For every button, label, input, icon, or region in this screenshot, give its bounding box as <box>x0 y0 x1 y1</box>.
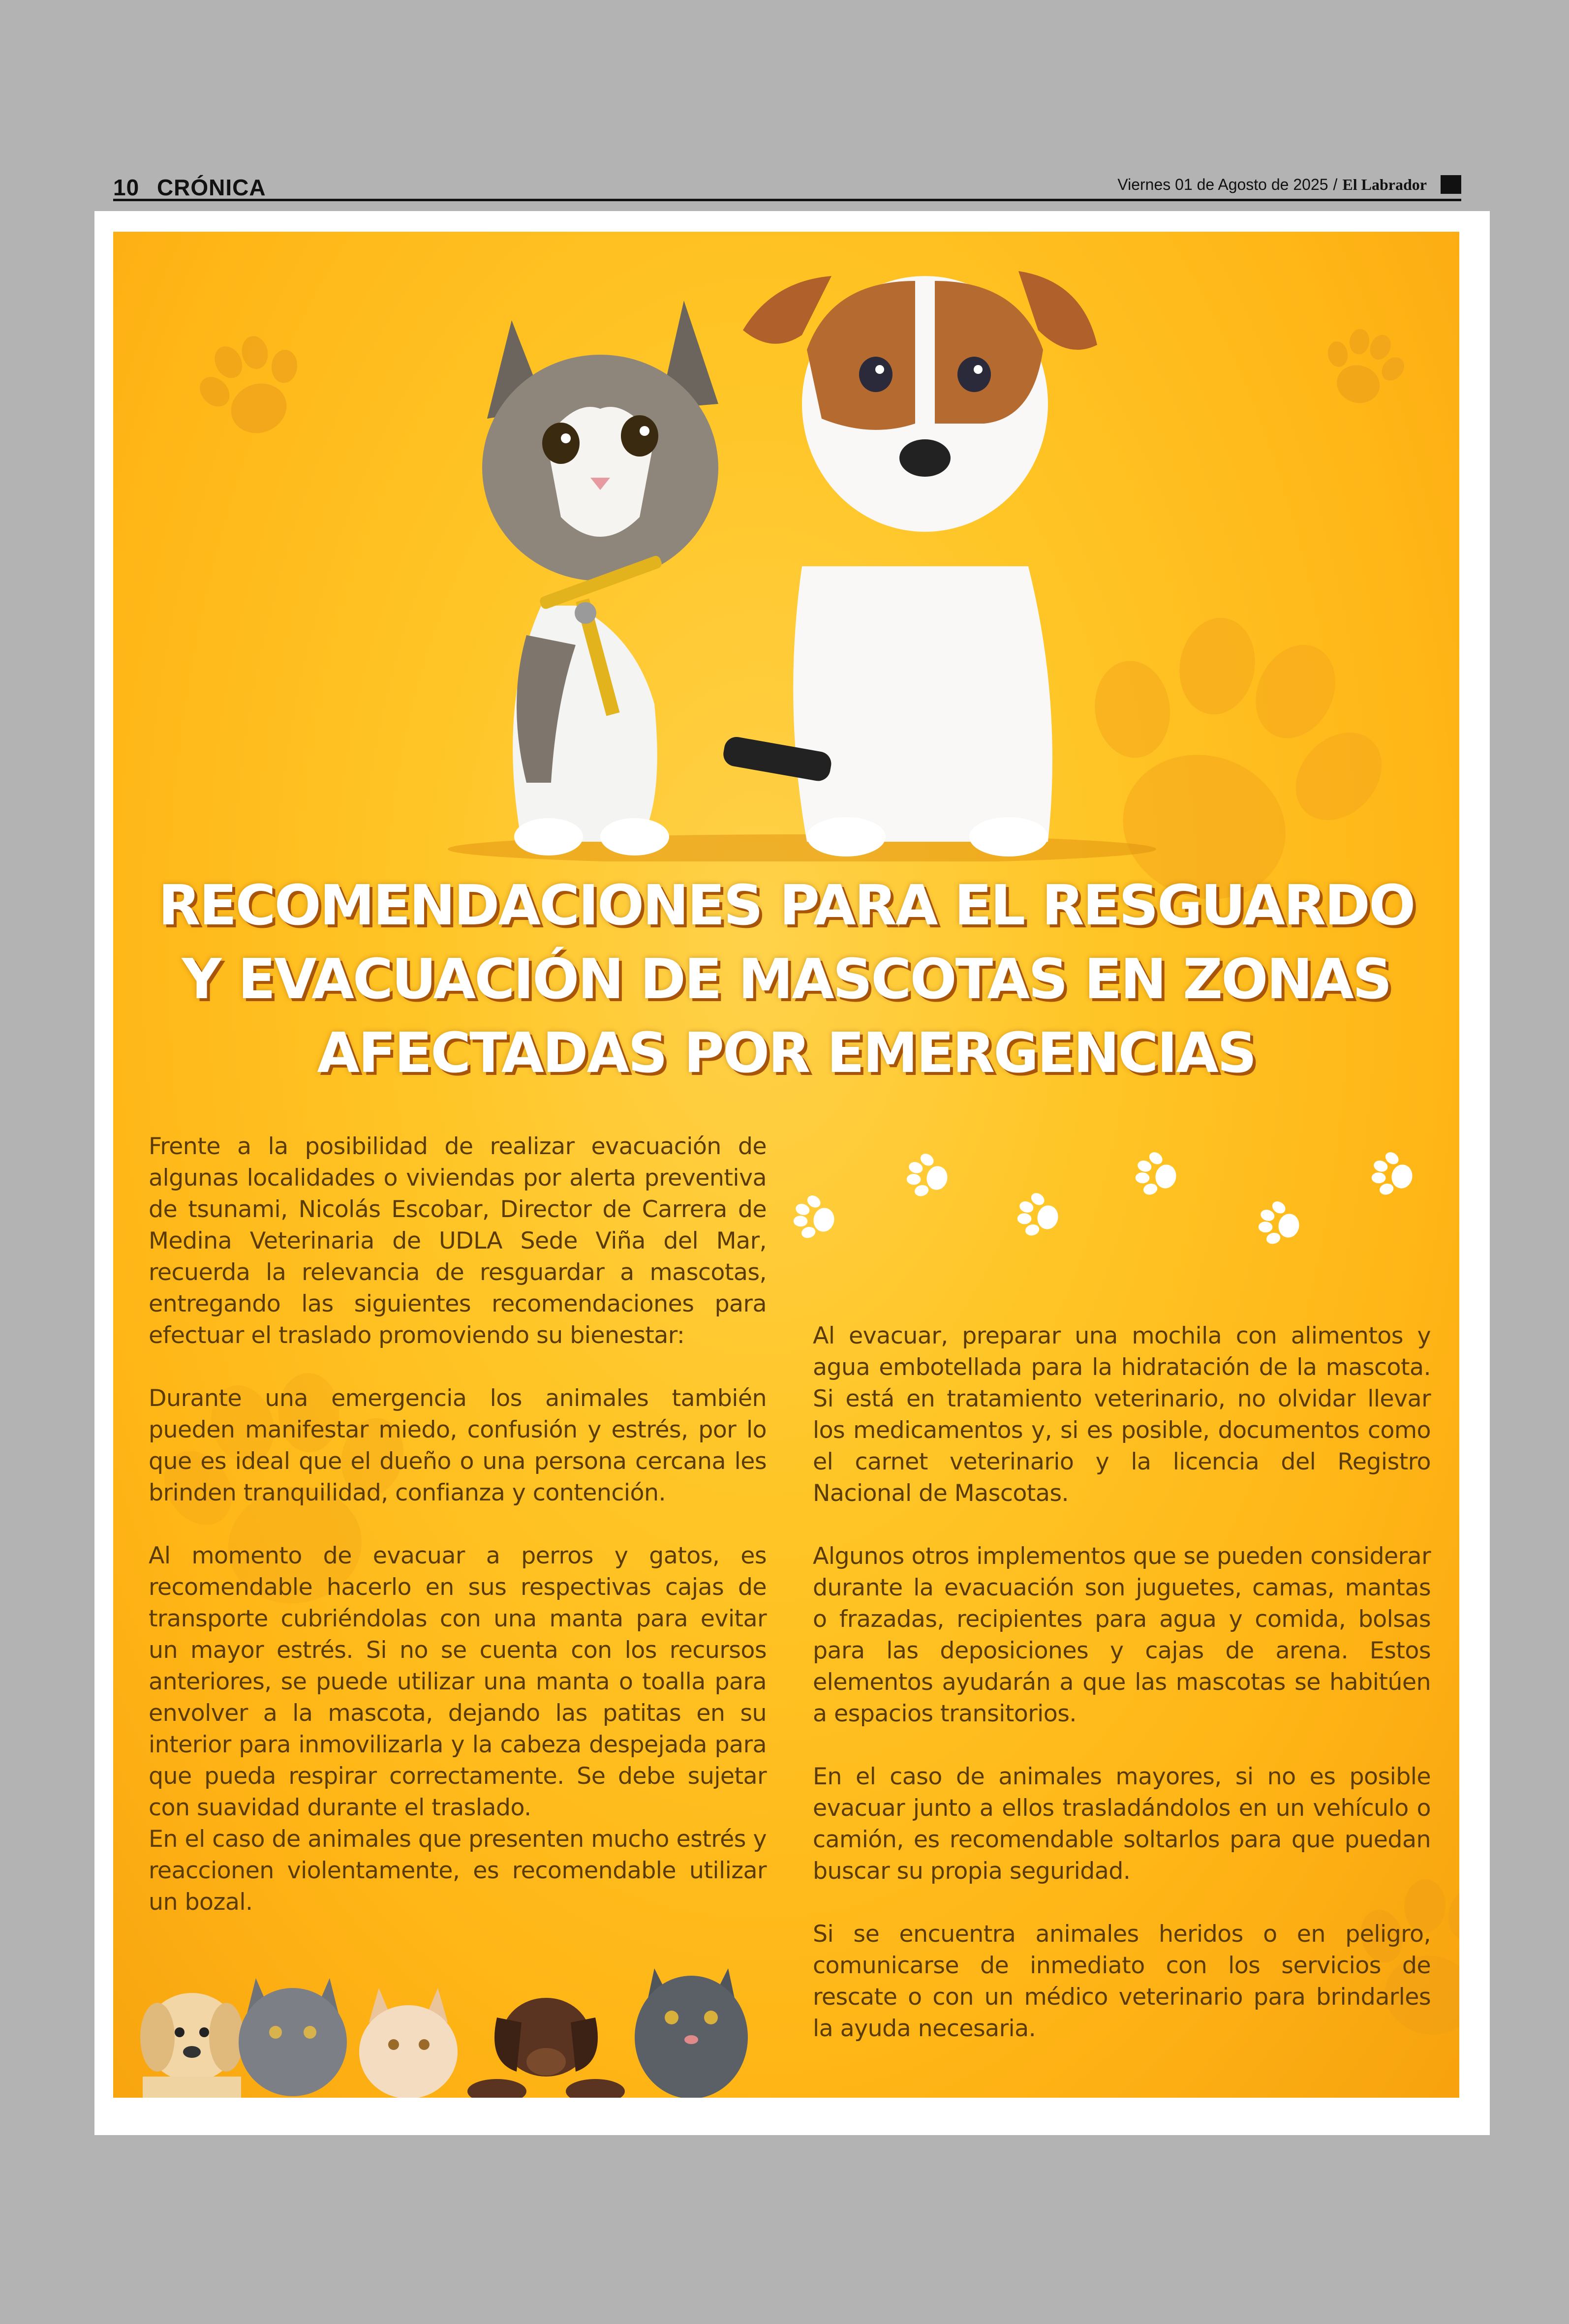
article-paragraph: Durante una emergencia los animales también pueden manifestar miedo, confusión y estrés, por lo que es ideal que el dueño o una persona cercana les brinden tranquilidad, confianza y contención. <box>149 1385 767 1506</box>
article-poster <box>113 232 1459 2098</box>
kitten-illustration <box>635 1968 748 2098</box>
paw-print-icon <box>1007 1184 1069 1247</box>
puppy-illustration <box>467 1998 625 2098</box>
paw-print-icon <box>1125 1143 1187 1206</box>
page-sheet <box>94 211 1490 2135</box>
article-paragraph: En el caso de animales que presenten mucho estrés y reaccionen violentamente, es recomendable utilizar un bozal. <box>149 1826 767 1916</box>
paw-print-icon <box>1303 307 1423 428</box>
paw-print-icon <box>896 1145 958 1207</box>
kitten-illustration <box>359 1988 458 2098</box>
paw-print-icon <box>783 1187 845 1249</box>
paw-print-icon <box>1248 1193 1310 1255</box>
header-meta <box>1117 175 1461 194</box>
paw-print-icon <box>169 305 333 468</box>
issue-date: Viernes 01 de Agosto de 2025 <box>1117 175 1328 193</box>
pets-group-illustration <box>123 1954 812 2098</box>
puppy-illustration <box>721 271 1097 856</box>
article-column-right <box>813 1320 1431 2045</box>
kitten-illustration <box>482 301 718 856</box>
article-paragraph: En el caso de animales mayores, si no es posible evacuar junto a ellos trasladándolos en un vehículo o camión, es recomendable soltarlos para que puedan buscar su propia seguridad. <box>813 1763 1431 1885</box>
puppy-illustration <box>140 1993 244 2098</box>
page-header <box>113 173 1461 201</box>
article-column-left <box>149 1131 767 1918</box>
publication-name: El Labrador <box>1342 175 1427 193</box>
kitten-illustration <box>239 1978 347 2096</box>
article-paragraph: Al evacuar, preparar una mochila con alimentos y agua embotellada para la hidratación de la mascota. Si está en tratamiento veterinario, no olvidar llevar los medicamentos y, si es posible, documentos como el carnet veterinario y la licencia del Registro Nacional de Mascotas. <box>813 1322 1431 1507</box>
header-block-mark <box>1441 175 1461 194</box>
paw-print-icon <box>1361 1143 1423 1206</box>
article-title: RECOMENDACIONES PARA EL RESGUARDO Y EVACUACIÓN DE MASCOTAS EN ZONAS AFECTADAS POR EMERGENCIAS <box>158 874 1415 1085</box>
article-paragraph: Algunos otros implementos que se pueden considerar durante la evacuación son juguetes, camas, mantas o frazadas, recipientes para agua y comida, bolsas para las deposiciones y cajas de arena. Estos elementos ayudarán a que las mascotas se habitúen a espacios transitorios. <box>813 1543 1431 1727</box>
kitten-and-puppy-illustration <box>428 261 1186 861</box>
article-paragraph: Frente a la posibilidad de realizar evacuación de algunas localidades o viviendas por alerta preventiva de tsunami, Nicolás Escobar, Director de Carrera de Medina Veterinaria de UDLA Sede Viña del Mar, recuerda la relevancia de resguardar a mascotas, entregando las siguientes recomendaciones para efectuar el traslado promoviendo su bienestar: <box>149 1133 767 1349</box>
page-number: 10 <box>113 175 140 200</box>
section-label <box>113 174 266 201</box>
article-paragraph: Si se encuentra animales heridos o en peligro, comunicarse de inmediato con los servicios de rescate o con un médico veterinario para brindarles la ayuda necesaria. <box>813 1921 1431 2042</box>
article-paragraph: Al momento de evacuar a perros y gatos, es recomendable hacerlo en sus respectivas cajas de transporte cubriéndolas con una manta para evitar un mayor estrés. Si no se cuenta con los recursos anteriores, se puede utilizar una manta o toalla para envolver a la mascota, dejando las patitas en su interior para inmovilizarla y la cabeza despejada para que pueda respirar correctamente. Se debe sujetar con suavidad durante el traslado. <box>149 1542 767 1821</box>
header-separator: / <box>1333 175 1338 193</box>
section-name: CRÓNICA <box>156 175 266 200</box>
